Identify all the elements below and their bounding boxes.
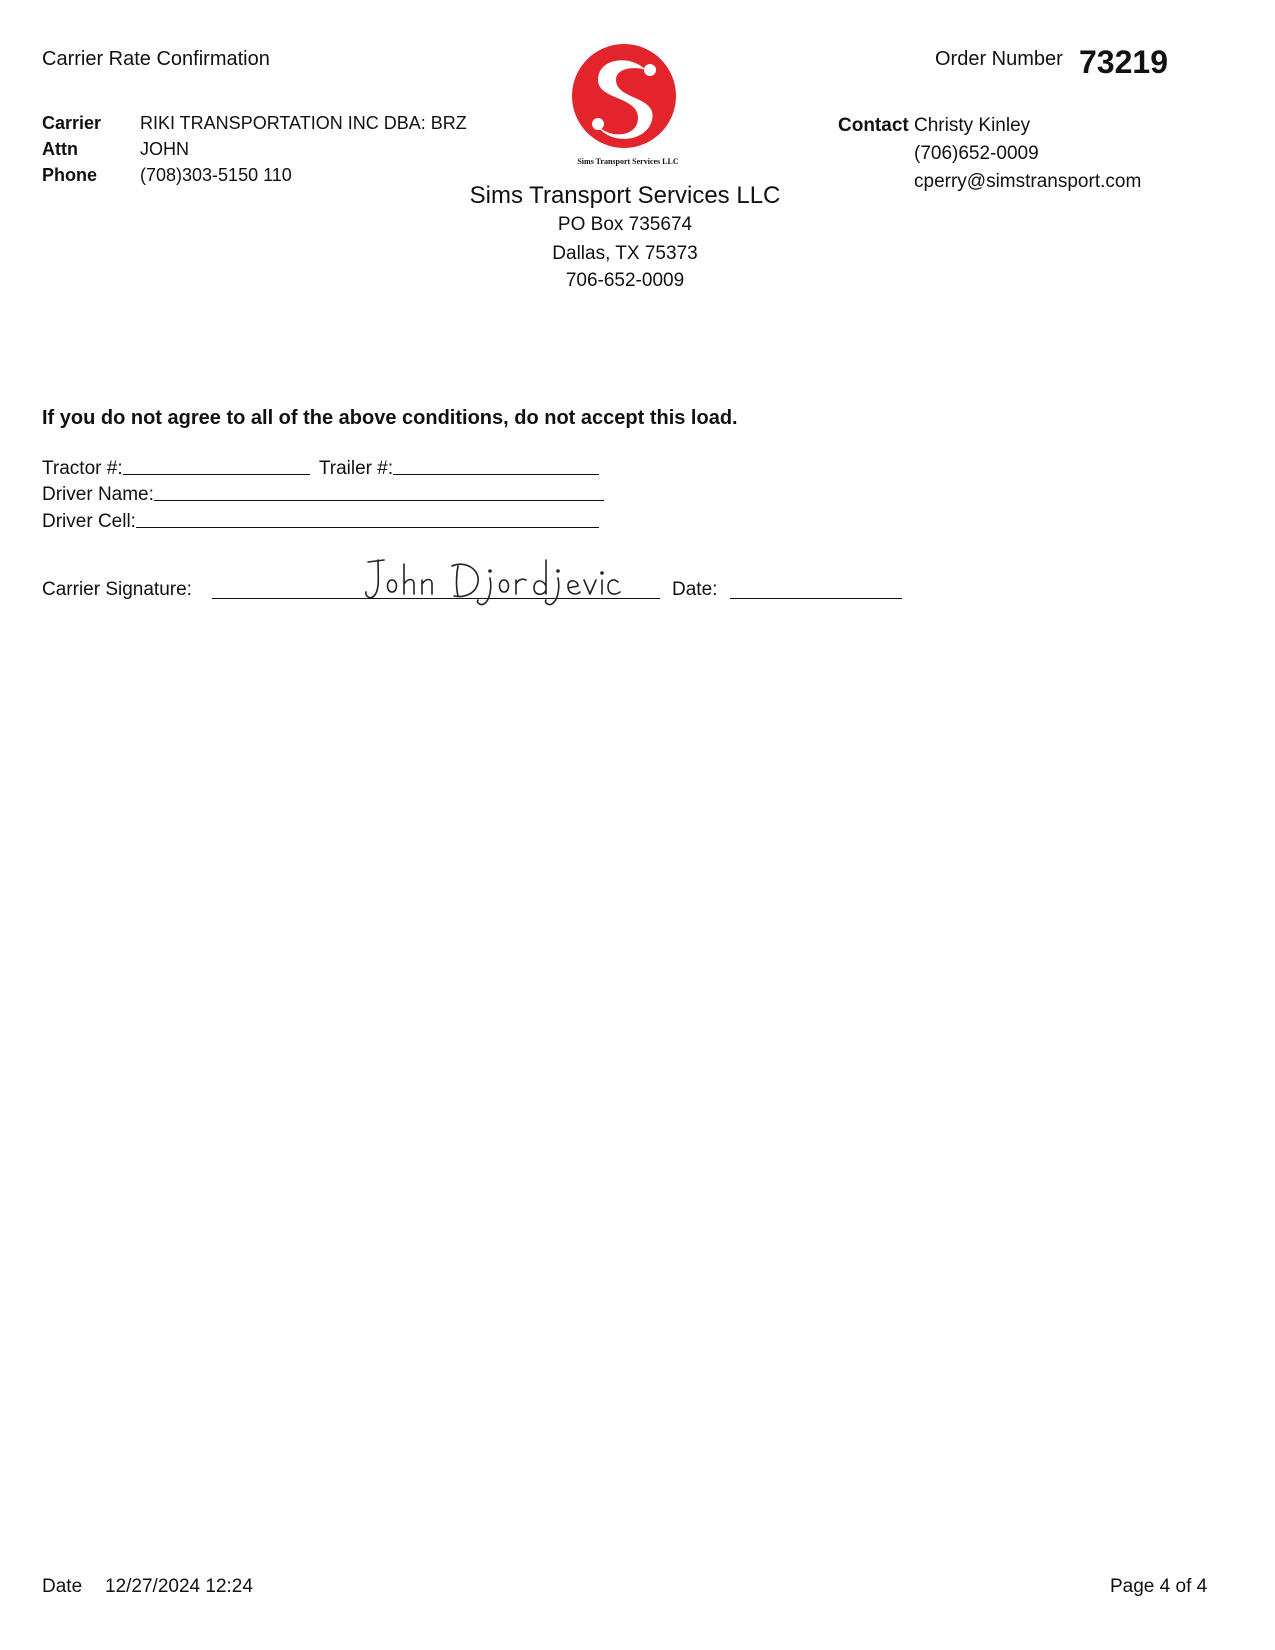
driver-cell-input[interactable] xyxy=(136,511,599,528)
carrier-label: Carrier xyxy=(42,113,102,133)
driver-name-row xyxy=(42,484,604,506)
driver-name-label: Driver Name: xyxy=(42,484,154,505)
contact-phone: (706)652-0009 xyxy=(914,143,1039,164)
contact-label: Contact xyxy=(838,115,909,136)
company-name: Sims Transport Services LLC xyxy=(469,182,781,209)
order-number-label: Order Number xyxy=(935,48,1063,70)
tractor-label: Tractor #: xyxy=(42,458,123,479)
driver-cell-row xyxy=(42,511,599,533)
page-indicator: Page 4 of 4 xyxy=(1110,1576,1208,1597)
footer-date-label: Date xyxy=(42,1576,83,1597)
driver-cell-label: Driver Cell: xyxy=(42,511,136,532)
contact-name: Christy Kinley xyxy=(914,115,1031,136)
carrier-signature-label: Carrier Signature: xyxy=(42,579,192,600)
company-address-line-2: Dallas, TX 75373 xyxy=(552,243,698,264)
footer-date-value: 12/27/2024 12:24 xyxy=(105,1576,253,1597)
company-logo-icon xyxy=(568,40,688,168)
phone-value: (708)303-5150 110 xyxy=(140,165,292,185)
conditions-warning: If you do not agree to all of the above conditions, do not accept this load. xyxy=(42,407,738,429)
carrier-value: RIKI TRANSPORTATION INC DBA: BRZ xyxy=(140,113,467,133)
company-phone: 706-652-0009 xyxy=(565,270,685,291)
phone-label: Phone xyxy=(42,165,98,185)
contact-email: cperry@simstransport.com xyxy=(914,171,1142,192)
carrier-signature-image xyxy=(362,556,632,608)
company-address-line-1: PO Box 735674 xyxy=(557,214,693,235)
logo-caption: Sims Transport Services LLC xyxy=(577,157,679,166)
tractor-input[interactable] xyxy=(123,458,310,475)
signature-date-label: Date: xyxy=(672,579,718,600)
document-title: Carrier Rate Confirmation xyxy=(42,48,270,70)
driver-name-input[interactable] xyxy=(154,484,604,501)
trailer-label: Trailer #: xyxy=(318,458,394,479)
trailer-input[interactable] xyxy=(393,458,599,475)
attn-label: Attn xyxy=(42,139,78,159)
signature-date-line[interactable] xyxy=(730,598,902,599)
order-number: 73219 xyxy=(1079,44,1168,80)
attn-value: JOHN xyxy=(140,139,189,159)
tractor-trailer-row xyxy=(42,458,599,480)
